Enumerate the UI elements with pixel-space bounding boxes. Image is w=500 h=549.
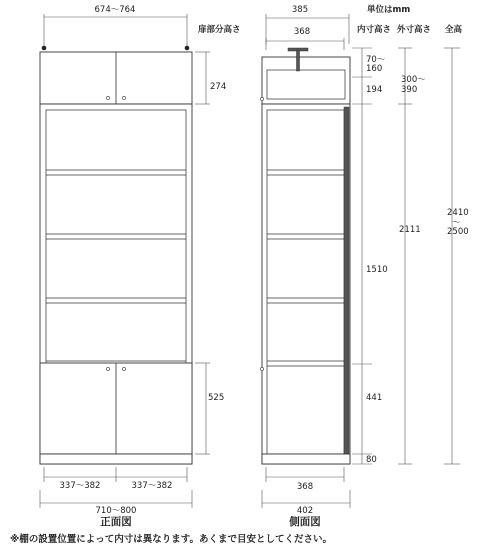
bottom-inner-height-label: 441 bbox=[366, 393, 383, 403]
front-view-caption: 正面図 bbox=[100, 516, 132, 528]
total-height-header: 全高 bbox=[445, 25, 463, 35]
top-section-height-label: 194 bbox=[366, 85, 383, 95]
side-view-caption: 側面図 bbox=[289, 516, 321, 528]
side-inner-depth-label: 368 bbox=[293, 27, 311, 37]
pin-icon bbox=[185, 46, 190, 51]
side-view bbox=[260, 5, 350, 528]
side-depth-top-label: 385 bbox=[291, 5, 309, 15]
middle-inner-height-label: 1510 bbox=[366, 265, 388, 275]
knob-icon bbox=[122, 367, 125, 370]
knob-icon bbox=[106, 96, 109, 99]
pin-icon bbox=[42, 46, 47, 51]
door-height-header: 扉部分高さ bbox=[198, 25, 241, 35]
footnote: ※棚の設置位置によって内寸は異なります。あくまで目安としてください。 bbox=[10, 534, 332, 545]
plinth-height-label: 80 bbox=[366, 455, 377, 465]
total-height-label-tilde: ～ bbox=[452, 218, 461, 228]
top-inner-height-label-1: 70～ bbox=[366, 55, 386, 65]
inner-height-header: 内寸高さ bbox=[357, 25, 392, 35]
bottom-door-right-width-label: 337～382 bbox=[131, 481, 173, 491]
knob-icon bbox=[260, 97, 263, 100]
top-outer-height-label-1: 300～ bbox=[401, 75, 426, 85]
side-back-panel bbox=[344, 107, 349, 454]
side-inner-bottom-label: 368 bbox=[296, 482, 314, 492]
body-outer-height-label: 2111 bbox=[399, 225, 421, 235]
total-height-label-1: 2410 bbox=[447, 208, 469, 218]
knob-icon bbox=[106, 367, 109, 370]
knob-icon bbox=[260, 367, 263, 370]
front-width-top-label: 674～764 bbox=[94, 5, 136, 15]
knob-icon bbox=[122, 96, 125, 99]
bottom-door-height-label: 525 bbox=[208, 393, 225, 403]
bottom-door-left-width-label: 337～382 bbox=[59, 481, 101, 491]
outer-height-header: 外寸高さ bbox=[397, 25, 432, 35]
top-outer-height-label-2: 390 bbox=[401, 85, 418, 95]
unit-header: 単位はmm bbox=[367, 5, 411, 15]
front-width-bottom-label: 710～800 bbox=[95, 506, 137, 516]
total-height-label-2: 2500 bbox=[447, 227, 469, 237]
front-view bbox=[40, 5, 226, 528]
side-depth-bottom-label: 402 bbox=[296, 506, 314, 516]
top-door-height-label: 274 bbox=[210, 82, 227, 92]
top-inner-height-label-2: 160 bbox=[366, 64, 383, 74]
